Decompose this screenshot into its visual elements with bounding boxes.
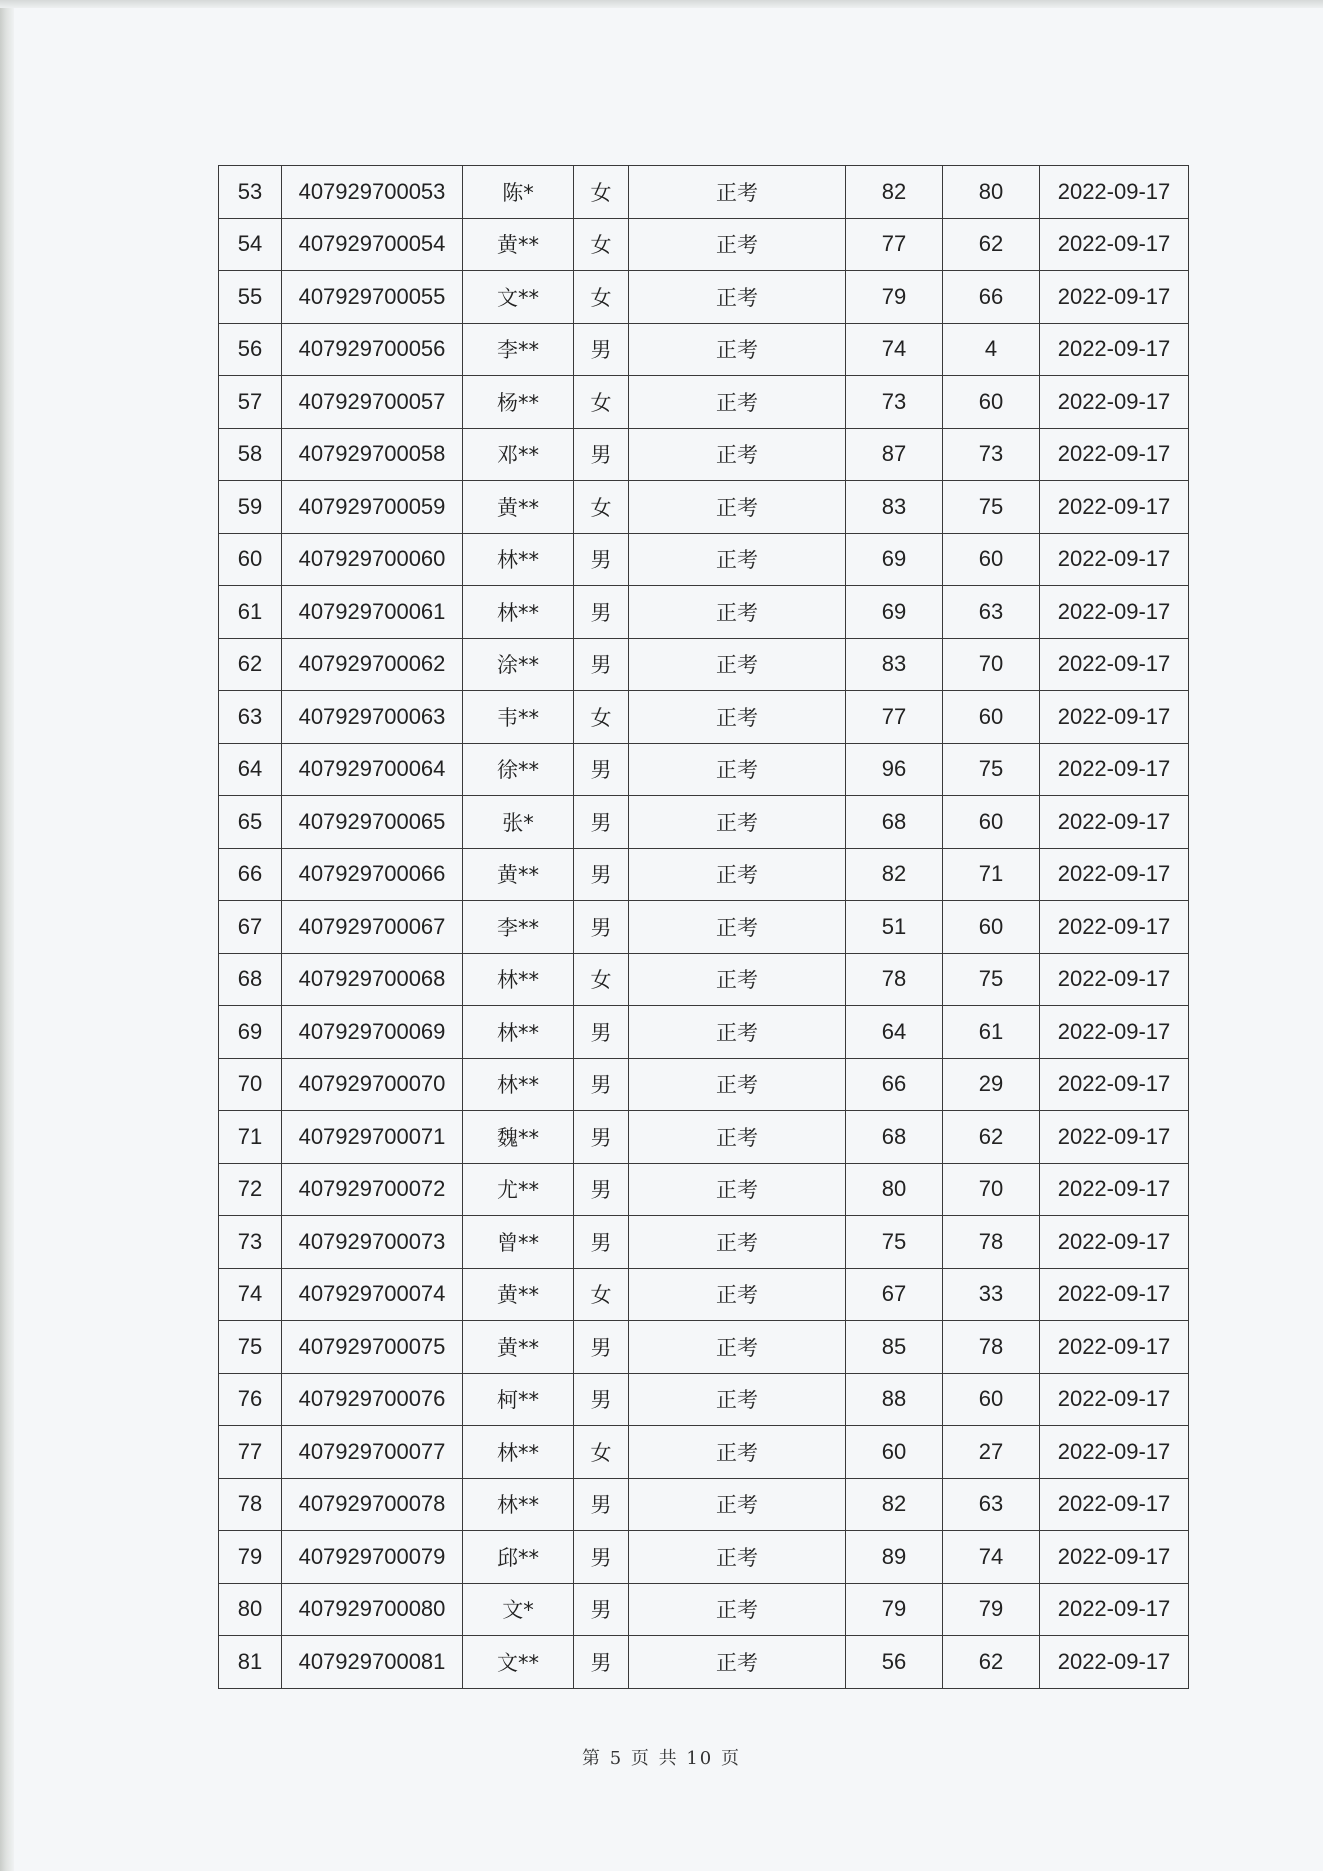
table-row <box>219 1478 1189 1531</box>
cell-exam-type: 正考 <box>629 1636 846 1689</box>
cell-score-1: 69 <box>846 533 943 586</box>
cell-exam-type: 正考 <box>629 1111 846 1164</box>
cell-candidate-id: 407929700057 <box>282 376 463 429</box>
cell-score-2: 63 <box>943 586 1040 639</box>
cell-score-2: 61 <box>943 1006 1040 1059</box>
table-row <box>219 1111 1189 1164</box>
cell-score-1: 74 <box>846 323 943 376</box>
cell-score-2: 63 <box>943 1478 1040 1531</box>
cell-score-1: 79 <box>846 271 943 324</box>
cell-name: 文** <box>463 271 574 324</box>
cell-score-2: 29 <box>943 1058 1040 1111</box>
table-row <box>219 481 1189 534</box>
cell-gender: 男 <box>574 1478 629 1531</box>
cell-name: 黄** <box>463 1268 574 1321</box>
cell-name: 魏** <box>463 1111 574 1164</box>
cell-exam-type: 正考 <box>629 691 846 744</box>
cell-candidate-id: 407929700071 <box>282 1111 463 1164</box>
cell-candidate-id: 407929700072 <box>282 1163 463 1216</box>
cell-exam-date: 2022-09-17 <box>1040 848 1189 901</box>
cell-score-2: 60 <box>943 901 1040 954</box>
cell-score-2: 70 <box>943 1163 1040 1216</box>
cell-gender: 女 <box>574 1426 629 1479</box>
cell-row-number: 69 <box>219 1006 282 1059</box>
cell-name: 黄** <box>463 218 574 271</box>
cell-score-1: 82 <box>846 1478 943 1531</box>
cell-score-2: 62 <box>943 1111 1040 1164</box>
cell-score-2: 60 <box>943 376 1040 429</box>
cell-row-number: 76 <box>219 1373 282 1426</box>
cell-exam-type: 正考 <box>629 1216 846 1269</box>
cell-candidate-id: 407929700056 <box>282 323 463 376</box>
cell-exam-type: 正考 <box>629 166 846 219</box>
cell-score-1: 77 <box>846 691 943 744</box>
cell-score-1: 85 <box>846 1321 943 1374</box>
cell-row-number: 66 <box>219 848 282 901</box>
cell-exam-type: 正考 <box>629 1058 846 1111</box>
cell-gender: 女 <box>574 218 629 271</box>
table-row <box>219 1426 1189 1479</box>
cell-row-number: 73 <box>219 1216 282 1269</box>
cell-candidate-id: 407929700068 <box>282 953 463 1006</box>
table-row <box>219 323 1189 376</box>
cell-row-number: 74 <box>219 1268 282 1321</box>
cell-exam-date: 2022-09-17 <box>1040 1531 1189 1584</box>
cell-exam-type: 正考 <box>629 271 846 324</box>
cell-score-1: 77 <box>846 218 943 271</box>
cell-candidate-id: 407929700061 <box>282 586 463 639</box>
cell-exam-date: 2022-09-17 <box>1040 1058 1189 1111</box>
cell-score-1: 69 <box>846 586 943 639</box>
cell-exam-type: 正考 <box>629 323 846 376</box>
cell-gender: 男 <box>574 428 629 481</box>
cell-name: 李** <box>463 323 574 376</box>
cell-score-1: 73 <box>846 376 943 429</box>
cell-name: 林** <box>463 533 574 586</box>
cell-gender: 男 <box>574 1321 629 1374</box>
cell-gender: 男 <box>574 1531 629 1584</box>
cell-candidate-id: 407929700055 <box>282 271 463 324</box>
table-row <box>219 376 1189 429</box>
cell-name: 柯** <box>463 1373 574 1426</box>
table-row <box>219 691 1189 744</box>
cell-row-number: 55 <box>219 271 282 324</box>
cell-score-2: 75 <box>943 743 1040 796</box>
cell-exam-date: 2022-09-17 <box>1040 481 1189 534</box>
table-row <box>219 1216 1189 1269</box>
cell-score-1: 68 <box>846 1111 943 1164</box>
cell-exam-date: 2022-09-17 <box>1040 166 1189 219</box>
cell-score-1: 83 <box>846 481 943 534</box>
cell-gender: 女 <box>574 481 629 534</box>
cell-score-1: 82 <box>846 166 943 219</box>
cell-score-2: 78 <box>943 1216 1040 1269</box>
cell-row-number: 57 <box>219 376 282 429</box>
cell-score-1: 82 <box>846 848 943 901</box>
scan-shadow-left <box>0 0 14 1871</box>
cell-gender: 女 <box>574 271 629 324</box>
cell-name: 林** <box>463 953 574 1006</box>
cell-candidate-id: 407929700073 <box>282 1216 463 1269</box>
cell-gender: 男 <box>574 1216 629 1269</box>
cell-gender: 男 <box>574 1006 629 1059</box>
cell-exam-date: 2022-09-17 <box>1040 1373 1189 1426</box>
cell-score-2: 60 <box>943 796 1040 849</box>
cell-candidate-id: 407929700053 <box>282 166 463 219</box>
cell-candidate-id: 407929700069 <box>282 1006 463 1059</box>
cell-score-1: 51 <box>846 901 943 954</box>
cell-exam-date: 2022-09-17 <box>1040 1216 1189 1269</box>
table-row <box>219 586 1189 639</box>
cell-exam-type: 正考 <box>629 743 846 796</box>
cell-candidate-id: 407929700059 <box>282 481 463 534</box>
cell-score-1: 66 <box>846 1058 943 1111</box>
page-number: 第 5 页 共 10 页 <box>582 1748 741 1769</box>
cell-name: 文* <box>463 1583 574 1636</box>
cell-row-number: 64 <box>219 743 282 796</box>
cell-score-2: 66 <box>943 271 1040 324</box>
cell-gender: 男 <box>574 323 629 376</box>
cell-row-number: 70 <box>219 1058 282 1111</box>
table-row <box>219 218 1189 271</box>
cell-candidate-id: 407929700075 <box>282 1321 463 1374</box>
cell-candidate-id: 407929700080 <box>282 1583 463 1636</box>
cell-name: 尤** <box>463 1163 574 1216</box>
cell-row-number: 59 <box>219 481 282 534</box>
cell-candidate-id: 407929700065 <box>282 796 463 849</box>
cell-candidate-id: 407929700063 <box>282 691 463 744</box>
table-row <box>219 1268 1189 1321</box>
cell-name: 陈* <box>463 166 574 219</box>
cell-gender: 男 <box>574 638 629 691</box>
cell-score-1: 96 <box>846 743 943 796</box>
cell-candidate-id: 407929700066 <box>282 848 463 901</box>
cell-exam-date: 2022-09-17 <box>1040 796 1189 849</box>
cell-name: 张* <box>463 796 574 849</box>
cell-score-1: 80 <box>846 1163 943 1216</box>
cell-score-1: 56 <box>846 1636 943 1689</box>
cell-row-number: 77 <box>219 1426 282 1479</box>
cell-row-number: 53 <box>219 166 282 219</box>
cell-row-number: 56 <box>219 323 282 376</box>
cell-score-2: 78 <box>943 1321 1040 1374</box>
cell-exam-date: 2022-09-17 <box>1040 428 1189 481</box>
table-row <box>219 1373 1189 1426</box>
cell-exam-type: 正考 <box>629 1163 846 1216</box>
cell-row-number: 61 <box>219 586 282 639</box>
cell-row-number: 78 <box>219 1478 282 1531</box>
cell-exam-type: 正考 <box>629 1268 846 1321</box>
cell-row-number: 67 <box>219 901 282 954</box>
cell-name: 黄** <box>463 848 574 901</box>
cell-gender: 男 <box>574 848 629 901</box>
cell-exam-date: 2022-09-17 <box>1040 1583 1189 1636</box>
cell-exam-date: 2022-09-17 <box>1040 901 1189 954</box>
cell-score-2: 73 <box>943 428 1040 481</box>
cell-exam-date: 2022-09-17 <box>1040 1163 1189 1216</box>
cell-gender: 女 <box>574 691 629 744</box>
cell-exam-date: 2022-09-17 <box>1040 1478 1189 1531</box>
cell-exam-date: 2022-09-17 <box>1040 323 1189 376</box>
cell-score-2: 75 <box>943 953 1040 1006</box>
table-row <box>219 533 1189 586</box>
cell-score-2: 60 <box>943 1373 1040 1426</box>
cell-exam-type: 正考 <box>629 638 846 691</box>
cell-name: 韦** <box>463 691 574 744</box>
cell-candidate-id: 407929700078 <box>282 1478 463 1531</box>
cell-name: 邓** <box>463 428 574 481</box>
cell-exam-date: 2022-09-17 <box>1040 218 1189 271</box>
cell-row-number: 54 <box>219 218 282 271</box>
cell-row-number: 71 <box>219 1111 282 1164</box>
cell-score-2: 60 <box>943 533 1040 586</box>
cell-name: 涂** <box>463 638 574 691</box>
table-row <box>219 1163 1189 1216</box>
cell-candidate-id: 407929700062 <box>282 638 463 691</box>
cell-row-number: 80 <box>219 1583 282 1636</box>
cell-row-number: 68 <box>219 953 282 1006</box>
cell-row-number: 79 <box>219 1531 282 1584</box>
cell-exam-date: 2022-09-17 <box>1040 1268 1189 1321</box>
cell-exam-type: 正考 <box>629 1426 846 1479</box>
cell-gender: 男 <box>574 1163 629 1216</box>
cell-exam-date: 2022-09-17 <box>1040 1321 1189 1374</box>
cell-candidate-id: 407929700060 <box>282 533 463 586</box>
cell-exam-type: 正考 <box>629 533 846 586</box>
table-row <box>219 1636 1189 1689</box>
cell-name: 黄** <box>463 481 574 534</box>
cell-exam-type: 正考 <box>629 428 846 481</box>
cell-score-2: 33 <box>943 1268 1040 1321</box>
cell-score-2: 70 <box>943 638 1040 691</box>
cell-name: 邱** <box>463 1531 574 1584</box>
cell-score-1: 68 <box>846 796 943 849</box>
cell-gender: 男 <box>574 1636 629 1689</box>
cell-score-1: 83 <box>846 638 943 691</box>
cell-exam-date: 2022-09-17 <box>1040 1426 1189 1479</box>
cell-score-2: 62 <box>943 218 1040 271</box>
cell-exam-type: 正考 <box>629 376 846 429</box>
table-row <box>219 166 1189 219</box>
cell-name: 林** <box>463 1058 574 1111</box>
cell-score-1: 75 <box>846 1216 943 1269</box>
cell-score-1: 79 <box>846 1583 943 1636</box>
cell-score-1: 78 <box>846 953 943 1006</box>
cell-row-number: 81 <box>219 1636 282 1689</box>
cell-row-number: 65 <box>219 796 282 849</box>
cell-score-1: 60 <box>846 1426 943 1479</box>
cell-exam-type: 正考 <box>629 1478 846 1531</box>
cell-score-2: 60 <box>943 691 1040 744</box>
cell-row-number: 62 <box>219 638 282 691</box>
table-row <box>219 428 1189 481</box>
cell-exam-type: 正考 <box>629 1321 846 1374</box>
table-row <box>219 1531 1189 1584</box>
cell-candidate-id: 407929700077 <box>282 1426 463 1479</box>
cell-row-number: 58 <box>219 428 282 481</box>
cell-score-2: 4 <box>943 323 1040 376</box>
cell-gender: 男 <box>574 1058 629 1111</box>
table-row <box>219 1006 1189 1059</box>
table-row <box>219 271 1189 324</box>
cell-exam-date: 2022-09-17 <box>1040 271 1189 324</box>
cell-exam-date: 2022-09-17 <box>1040 1006 1189 1059</box>
cell-gender: 女 <box>574 953 629 1006</box>
cell-exam-type: 正考 <box>629 481 846 534</box>
cell-score-2: 27 <box>943 1426 1040 1479</box>
cell-score-1: 67 <box>846 1268 943 1321</box>
cell-exam-date: 2022-09-17 <box>1040 638 1189 691</box>
cell-score-1: 89 <box>846 1531 943 1584</box>
cell-name: 徐** <box>463 743 574 796</box>
cell-name: 曾** <box>463 1216 574 1269</box>
cell-exam-date: 2022-09-17 <box>1040 953 1189 1006</box>
table-row <box>219 638 1189 691</box>
cell-exam-type: 正考 <box>629 1531 846 1584</box>
table-row <box>219 1321 1189 1374</box>
cell-row-number: 60 <box>219 533 282 586</box>
cell-exam-type: 正考 <box>629 953 846 1006</box>
cell-score-2: 80 <box>943 166 1040 219</box>
cell-score-1: 64 <box>846 1006 943 1059</box>
cell-name: 黄** <box>463 1321 574 1374</box>
cell-candidate-id: 407929700054 <box>282 218 463 271</box>
cell-exam-type: 正考 <box>629 586 846 639</box>
cell-score-1: 87 <box>846 428 943 481</box>
cell-candidate-id: 407929700070 <box>282 1058 463 1111</box>
cell-name: 林** <box>463 586 574 639</box>
cell-candidate-id: 407929700074 <box>282 1268 463 1321</box>
cell-exam-type: 正考 <box>629 796 846 849</box>
cell-exam-date: 2022-09-17 <box>1040 743 1189 796</box>
cell-exam-type: 正考 <box>629 1373 846 1426</box>
cell-candidate-id: 407929700081 <box>282 1636 463 1689</box>
cell-gender: 男 <box>574 586 629 639</box>
cell-exam-date: 2022-09-17 <box>1040 586 1189 639</box>
cell-gender: 男 <box>574 1373 629 1426</box>
cell-gender: 男 <box>574 533 629 586</box>
table-row <box>219 901 1189 954</box>
cell-gender: 男 <box>574 743 629 796</box>
table-row <box>219 1058 1189 1111</box>
cell-candidate-id: 407929700058 <box>282 428 463 481</box>
cell-candidate-id: 407929700079 <box>282 1531 463 1584</box>
cell-exam-type: 正考 <box>629 1583 846 1636</box>
cell-score-2: 71 <box>943 848 1040 901</box>
cell-row-number: 75 <box>219 1321 282 1374</box>
cell-gender: 女 <box>574 376 629 429</box>
cell-name: 杨** <box>463 376 574 429</box>
scan-shadow-top <box>0 0 1323 8</box>
cell-candidate-id: 407929700064 <box>282 743 463 796</box>
cell-score-2: 62 <box>943 1636 1040 1689</box>
cell-exam-type: 正考 <box>629 218 846 271</box>
cell-exam-type: 正考 <box>629 1006 846 1059</box>
cell-name: 文** <box>463 1636 574 1689</box>
cell-gender: 男 <box>574 1111 629 1164</box>
cell-gender: 女 <box>574 1268 629 1321</box>
cell-gender: 女 <box>574 166 629 219</box>
cell-exam-date: 2022-09-17 <box>1040 376 1189 429</box>
cell-gender: 男 <box>574 1583 629 1636</box>
table-row <box>219 796 1189 849</box>
table-row <box>219 743 1189 796</box>
cell-exam-date: 2022-09-17 <box>1040 1636 1189 1689</box>
cell-exam-date: 2022-09-17 <box>1040 691 1189 744</box>
table-body <box>219 166 1189 1689</box>
table-row <box>219 953 1189 1006</box>
cell-candidate-id: 407929700076 <box>282 1373 463 1426</box>
cell-score-1: 88 <box>846 1373 943 1426</box>
cell-name: 林** <box>463 1006 574 1059</box>
cell-score-2: 79 <box>943 1583 1040 1636</box>
cell-score-2: 74 <box>943 1531 1040 1584</box>
exam-results-table <box>218 165 1189 1689</box>
cell-gender: 男 <box>574 796 629 849</box>
cell-row-number: 63 <box>219 691 282 744</box>
cell-name: 林** <box>463 1478 574 1531</box>
cell-name: 林** <box>463 1426 574 1479</box>
cell-exam-type: 正考 <box>629 848 846 901</box>
cell-exam-date: 2022-09-17 <box>1040 1111 1189 1164</box>
cell-exam-type: 正考 <box>629 901 846 954</box>
table-row <box>219 1583 1189 1636</box>
cell-candidate-id: 407929700067 <box>282 901 463 954</box>
cell-name: 李** <box>463 901 574 954</box>
cell-exam-date: 2022-09-17 <box>1040 533 1189 586</box>
table-row <box>219 848 1189 901</box>
cell-score-2: 75 <box>943 481 1040 534</box>
cell-gender: 男 <box>574 901 629 954</box>
cell-row-number: 72 <box>219 1163 282 1216</box>
